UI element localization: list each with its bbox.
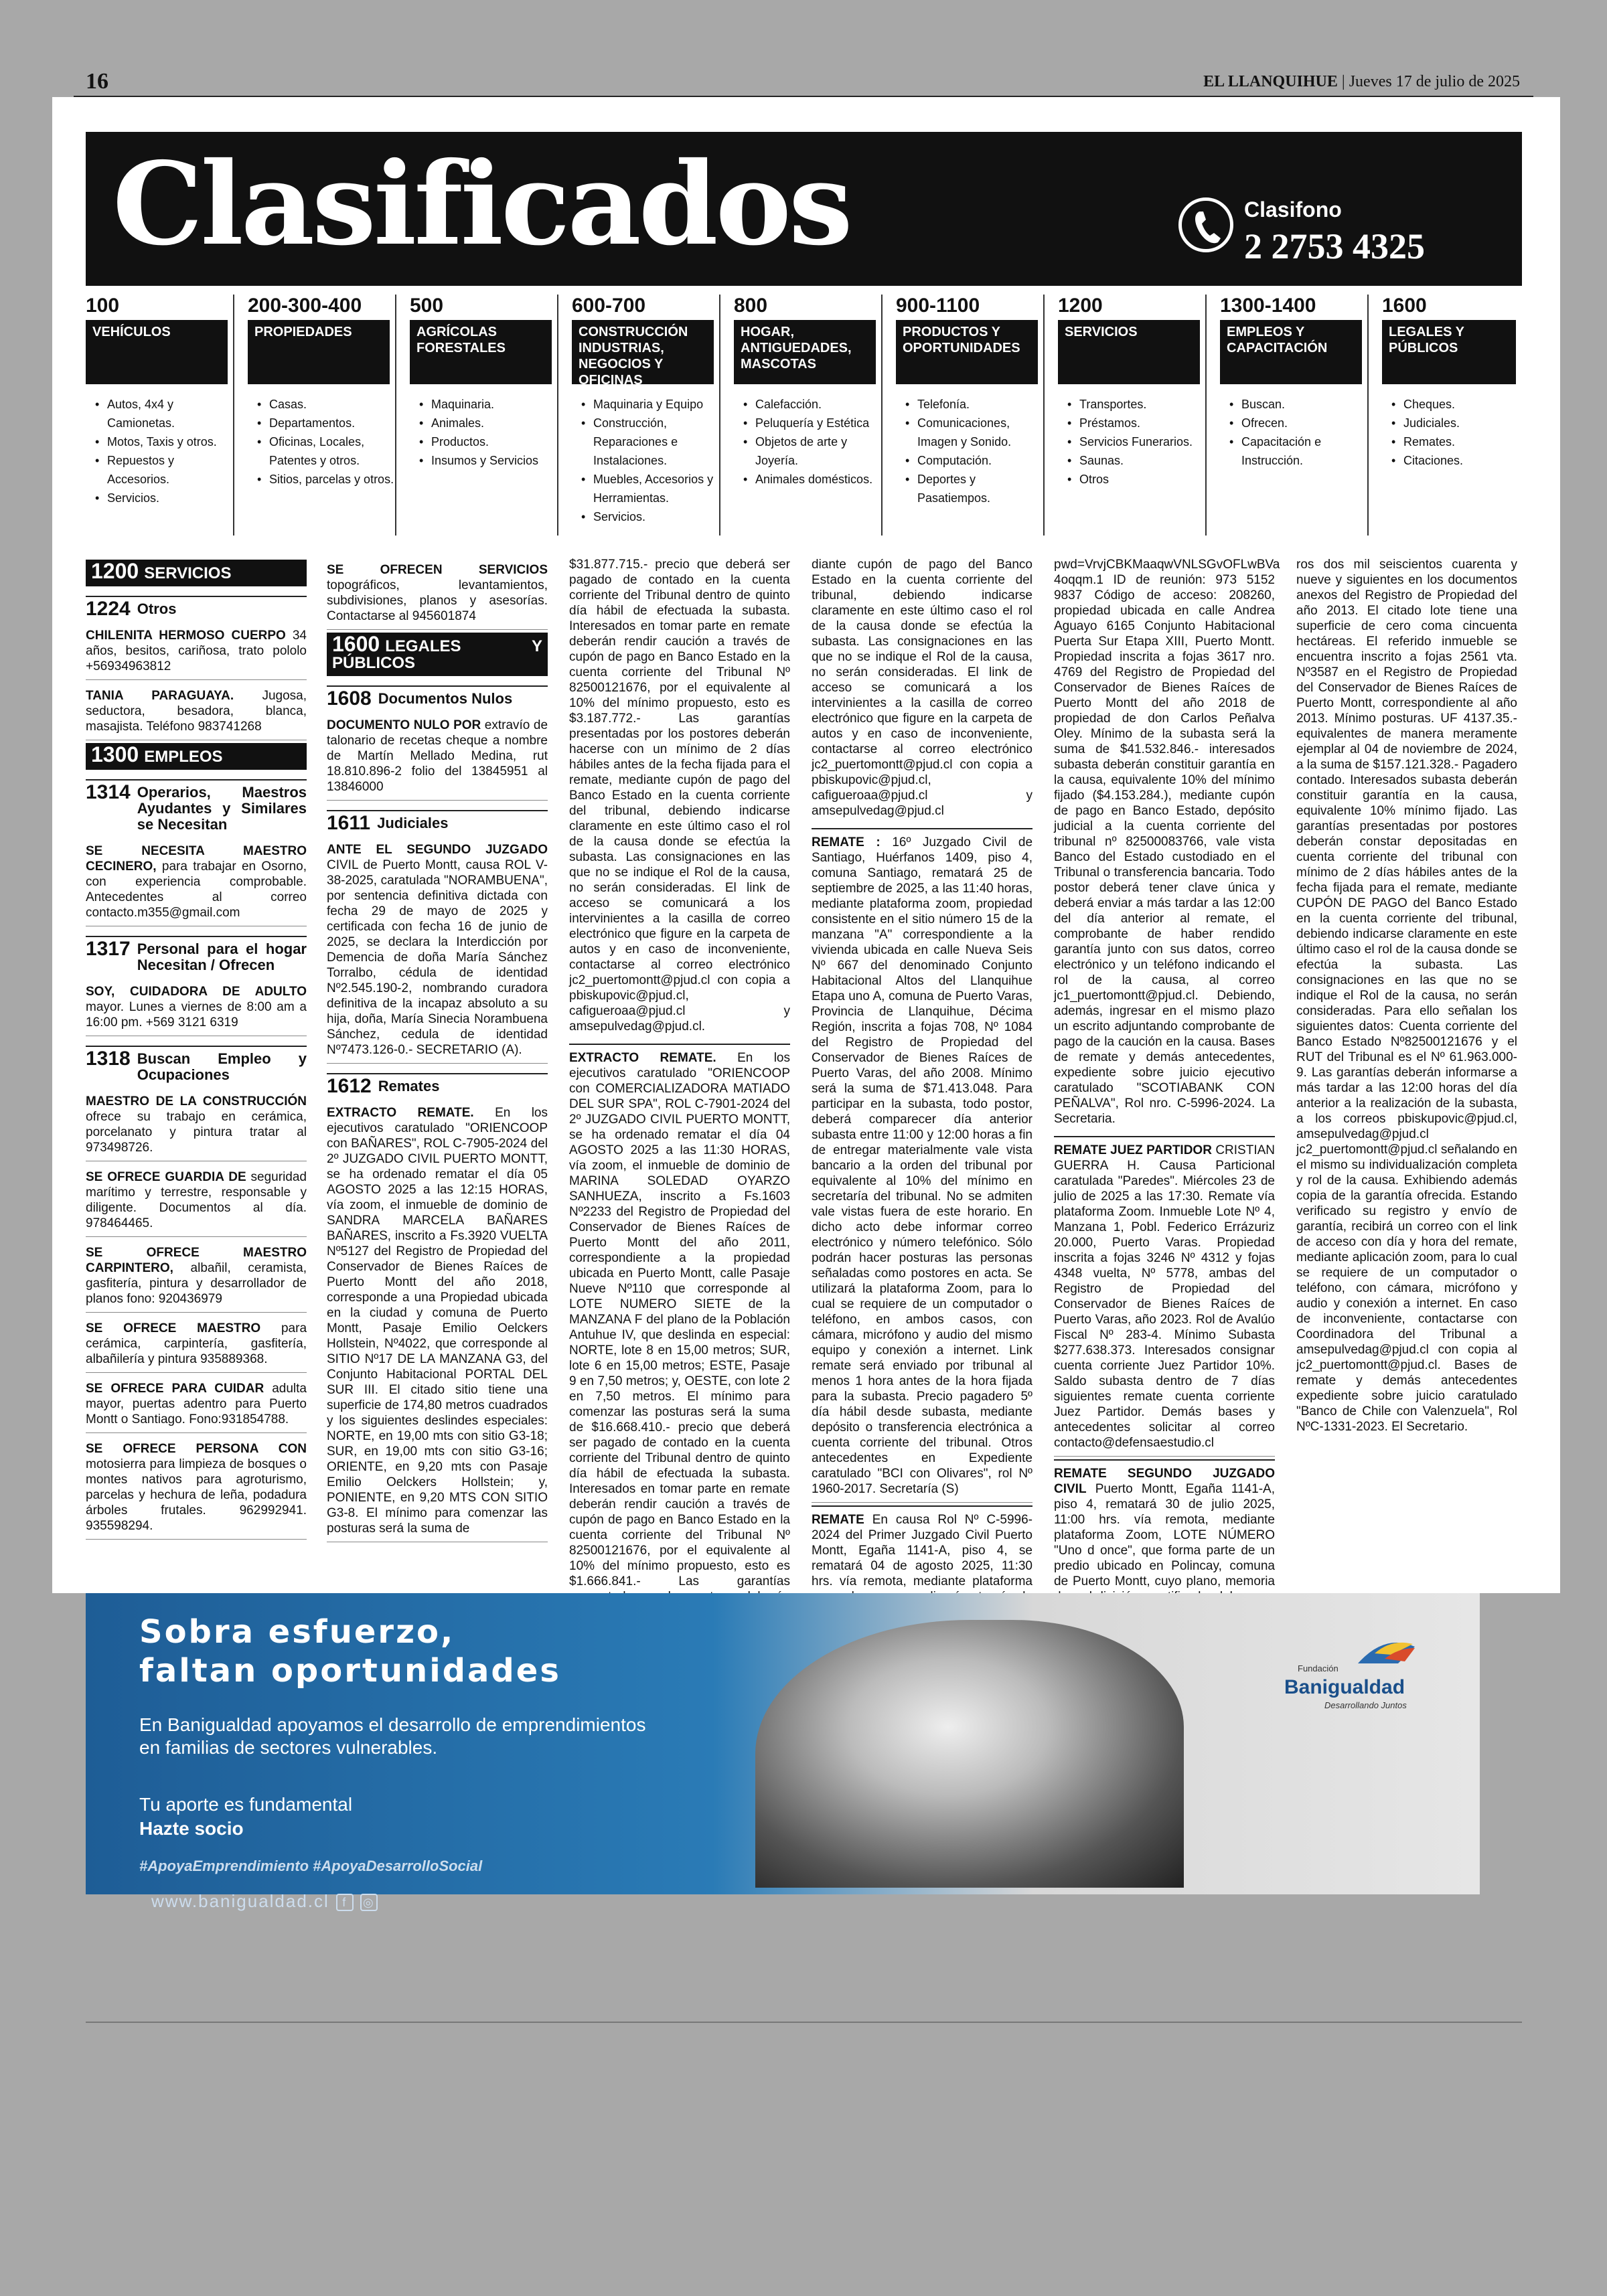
category-600-700 [572, 295, 720, 536]
ad-text: En los ejecutivos caratulado "ORIENCOOP con BAÑARES", ROL C-7905-2024 del 2º JUZGADO CIVIL PUERTO MONTT, se ha ordenado rematar el día 05 AGOSTO 2025 a las 12:15 HORAS, vía zoom, el inmueble de dominio de SANDRA MARCELA BAÑARES BAÑARES, inscrito a Fs.3920 VUELTA Nº5127 del Registro de Propiedad del Conservador de Bienes Raíces de Puerto Montt del año 2018, corresponde a una Propiedad ubicada en la ciudad y comuna de Puerto Montt, Pasaje Emilio Oelckers Hollstein, Nº4022, que corresponde al SITIO Nº17 DE LA MANZANA G3, del Conjunto Habitacional PORTAL DEL SUR III. El citado sitio tiene una superficie de 174,80 metros cuadrados y los siguientes deslindes especiales: NORTE, en 19,00 mts con sitio G3-18; SUR, en 19,00 mts con sitio G3-16; ORIENTE, en 9,20 mts con Pasaje Emilio Oelckers Hollstein; y, PONIENTE, en 9,20 MTS CON SITIO G3-8. El mínimo para comenzar las posturas será la suma de [327, 1106, 548, 1536]
category-item: • Transportes. [1070, 395, 1205, 414]
ad-text: ofrece su trabajo en cerámica, porcelanato y pintura tratar al 973498726. [86, 1110, 307, 1155]
classified-ad [86, 838, 307, 926]
subsection-label: Buscan Empleo y Ocupaciones [137, 1050, 307, 1083]
subsection-1314 [86, 779, 307, 833]
banner-headline-1: Sobra esfuerzo, [139, 1613, 455, 1651]
category-name: EMPLEOS Y CAPACITACIÓN [1220, 320, 1362, 384]
ad-text: En causa Rol Nº C-5996-2024 del Primer Juzgado Civil Puerto Montt, Egaña 1141-A, piso 4, se rematará 04 de agosto 2025, 11:30 hrs. vía remota, mediante plataforma [812, 1513, 1032, 1588]
category-item: • Préstamos. [1070, 414, 1205, 432]
ad-text: topográficos, levantamientos, subdivisiones, planos y asesorías. Contactarse al 945601874 [327, 578, 548, 623]
category-name: VEHÍCULOS [86, 320, 228, 384]
banner-headline-2: faltan oportunidades [139, 1652, 561, 1690]
ad-text: para trabajar en Osorno, con experiencia comprobable. Antecedentes al correo contacto.m355@gmail.com [86, 859, 307, 920]
ad-lead: SE OFRECE MAESTRO CARPINTERO, [86, 1246, 307, 1275]
category-item: • Saunas. [1070, 451, 1205, 470]
category-name: CONSTRUCCIÓN INDUSTRIAS, NEGOCIOS Y OFICINAS [572, 320, 714, 384]
banner-url[interactable]: www.banigualdad.cl [151, 1891, 329, 1911]
page-header [74, 64, 1533, 97]
ad-text: Jugosa, seductora, besadora, blanca, masajista. Teléfono 983741268 [86, 689, 307, 734]
category-item: • Motos, Taxis y otros. [98, 432, 233, 451]
ad-lead: SE OFRECE PERSONA CON [86, 1442, 307, 1456]
ad-text: Puerto Montt, Egaña 1141-A, piso 4, rematará 30 de julio 2025, 11:00 hrs. vía remota, mediante plataforma Zoom, LOTE NÚMERO "Uno d once", que forma parte de un predio ubicado en Polincay, comuna de Puerto Montt, cuyo plano, memoria [1054, 1482, 1275, 1588]
column-3 [569, 557, 790, 1588]
newspaper-name: EL LLANQUIHUE [1203, 73, 1338, 90]
page-number: 16 [86, 69, 108, 94]
ad-continuation: ros dos mil seiscientos cuarenta y nueve y siguientes en los documentos anexos del Registro de Propiedad del año 2013. El citado lote tiene una superficie de cero coma cincuenta hectáreas. El referido inmueble se encuentra inscrito a fojas 2561 vta. Nº3587 en el Registro de Propiedad del Conservador de Bienes Raíces de Puerto Montt, correspondiente al año 2013. Mínimo posturas. UF 4137.35.- equivalentes de manera meramente ejemplar al 04 de noviembre de 2024, a la suma de $157.121.328.- Pagadero contado. Interesados subasta deberán constituir garantía en la causa, equivalente 10% mínimo fijado. Las garantías presentadas por postores deberán constar depositadas en cuenta corriente del tribunal con mínimo de 2 días hábiles antes de la fecha fijada para el remate, mediante CUPÓN DE PAGO del Banco Estado en la cuenta corriente del tribunal, debiendo indicarse claramente en este último caso el rol de la causa donde se efectúa la subasta. Las consignaciones en las que no se indique el Rol de la causa, no serán consideradas. Para ello señalan los siguientes datos: Cuenta corriente del Banco Estado Nº82500121676 y el RUT del Tribunal es el Nº 61.963.000-9. Las garantías deberán informarse a más tardar a las 12:00 horas del día anterior a la realización de la subasta, a los correos pbiskupovic@pjud.cl, amsepulvedag@pjud.cl jc2_puertomontt@pjud.cl señalando en el mismo su individualización completa y rol de la causa. Exhibiendo además copia de la garantía ofrecida. Estando verificado su registro y envío de garantía, recibirá un correo con el link de acceso con día y hora del remate, mediante aplicación zoom, para lo cual se requiere de un computador o teléfono, con cámara, micrófono y audio y conexión a internet. En caso de inconveniente, contactarse con Coordinadora del Tribunal a amsepulvedag@pjud.cl con copia al jc2_puertomontt@pjud.cl. Bases de remate y demás antecedentes expediente sobre juicio caratulado "Banco de Chile con Valenzuela", Rol NºC-1331-2023. El Secretario. [1296, 558, 1517, 1434]
category-item: • Autos, 4x4 y Camionetas. [98, 395, 233, 432]
banner-hashtags: #ApoyaEmprendimiento #ApoyaDesarrolloSocial [139, 1858, 483, 1874]
ad-lead: ANTE EL SEGUNDO JUZGADO [327, 843, 548, 857]
ad-text: extravío de talonario de recetas cheque a nombre de Martín Mellado Medina, rut 18.810.896-2 folio del 13845951 al 13846000 [327, 718, 548, 794]
classified-ad [86, 1088, 307, 1161]
category-item: • Ofrecen. [1232, 414, 1367, 432]
subsection-label: Operarios, Maestros Ayudantes y Similares se Necesitan [137, 784, 307, 833]
ad-continuation: $31.877.715.- precio que deberá ser pagado de contado en la cuenta corriente del Tribunal dentro de quinto día hábil de efectuada la subasta. Interesados en tomar parte en remate deberán rendir caución a través de cupón de pago en Banco Estado en la cuenta corriente del Tribunal Nº 82500121676, por el equivalente al 10% del mínimo propuesto, esto es $3.187.772.- Las garantías presentadas por los postores deberán hacerse con un mínimo de 2 días hábiles antes de la fecha fijada para el remate, mediante cupón de pago del Banco Estado en la cuenta corriente del tribunal, debiendo indicarse claramente en este último caso el rol de la causa donde se efectúa la subasta. Las consignaciones en las que no se indique el Rol de la causa, no serán consideradas. El link de acceso se comunicará a los intervinientes a la casilla de correo electrónico que figure en la carpeta de autos y en caso de inconveniente, contactarse al correo electrónico jc2_puertomontt@pjud.cl con copia a pbiskupovic@pjud.cl, cafigueroaa@pjud.cl y amsepulvedag@pjud.cl. [569, 558, 790, 1034]
category-item: • Telefonía. [908, 395, 1043, 414]
ad-lead: CHILENITA HERMOSO CUERPO [86, 629, 286, 643]
ad-lead: EXTRACTO REMATE. [327, 1106, 474, 1120]
classified-ad [1054, 1136, 1275, 1457]
classified-ad [86, 1164, 307, 1237]
subsection-number: 1611 [327, 812, 371, 834]
ad-lead: DOCUMENTO NULO POR [327, 718, 481, 732]
category-item: • Maquinaria y Equipo [584, 395, 719, 414]
category-item: • Servicios Funerarios. [1070, 432, 1205, 451]
category-900-1100 [896, 295, 1045, 536]
subsection-label: Personal para el hogar Necesitan / Ofrecen [137, 940, 307, 973]
subsection-label: Remates [378, 1078, 440, 1094]
phone-icon [1178, 197, 1233, 252]
subsection-number: 1314 [86, 781, 131, 803]
section-header-1200 [86, 560, 307, 586]
category-name: HOGAR, ANTIGUEDADES, MASCOTAS [734, 320, 876, 384]
banner-photo [755, 1620, 1184, 1888]
subsection-number: 1612 [327, 1075, 372, 1097]
category-item: • Construcción, Reparaciones e Instalaciones. [584, 414, 719, 470]
footer-rule [86, 2022, 1522, 2023]
category-200-300-400 [248, 295, 396, 536]
classified-ad [86, 1315, 307, 1373]
category-item: • Deportes y Pasatiempos. [908, 470, 1043, 507]
category-item: • Casas. [260, 395, 395, 414]
category-item: • Judiciales. [1394, 414, 1522, 432]
subsection-1608 [327, 685, 548, 710]
ad-text: CRISTIAN GUERRA H. Causa Particional caratulada "Paredes". Miércoles 23 de julio de 2025 a las 17:30. Remate vía plataforma Zoom. Inmueble Lote Nº 4, Manzana 1, Pobl. Federico Errázuriz 20.000, Puerto Varas. Propiedad inscrita a fojas 3246 Nº 4312 y fojas 4348 vuelta, Nº 5778, ambas del Registro de Propiedad del Conservador de Bienes Raíces de Puerto Varas, año 2023. Rol de Avalúo Fiscal Nº 283-4. Mínimo Subasta $277.638.373. Interesados consignar cuenta corriente Juez Partidor 10%. Saldo subasta dentro de 7 días siguientes remate cuenta corriente Juez Partidor. Demás bases y antecedentes solicitar al correo contacto@defensaestudio.cl [1054, 1143, 1275, 1450]
category-1300-1400 [1220, 295, 1369, 536]
subsection-label: Otros [137, 600, 177, 617]
classified-ad [327, 712, 548, 801]
category-number: 1300-1400 [1220, 295, 1316, 317]
ad-lead: REMATE SEGUNDO JUZGADO CIVIL [1054, 1467, 1275, 1496]
advertisement-banner[interactable] [86, 1593, 1480, 1911]
ad-lead: REMATE JUEZ PARTIDOR [1054, 1143, 1212, 1157]
category-name: AGRÍCOLAS FORESTALES [410, 320, 552, 384]
category-item: • Comunicaciones, Imagen y Sonido. [908, 414, 1043, 451]
section-label: EMPLEOS [144, 748, 223, 766]
ad-text: albañil, ceramista, gasfitería, pintura y desarrollador de planos fono: 920436979 [86, 1261, 307, 1306]
category-item: • Buscan. [1232, 395, 1367, 414]
subsection-number: 1224 [86, 598, 131, 620]
column-1 [86, 557, 307, 1574]
ad-continuation: diante cupón de pago del Banco Estado en la cuenta corriente del tribunal, debiendo indicarse claramente en este último caso el rol de la causa donde se efectúa la subasta. Las consignaciones en las que no se indique el Rol de la causa, no serán consideradas. El link de acceso se comunicará a los intervinientes a la casilla de correo electrónico que figure en la carpeta de autos y en caso de inconveniente, contactarse al correo electrónico jc2_puertomontt@pjud.cl con copia a pbiskupovic@pjud.cl, cafigueroaa@pjud.cl y amsepulvedag@pjud.cl [812, 558, 1032, 818]
subsection-label: Judiciales [377, 815, 449, 831]
logo-mark-icon [1351, 1633, 1418, 1667]
subsection-1224 [86, 596, 307, 620]
category-number: 600-700 [572, 295, 646, 317]
category-item: • Muebles, Accesorios y Herramientas. [584, 470, 719, 507]
category-number: 100 [86, 295, 120, 317]
classified-ad [86, 683, 307, 740]
ad-lead: SE NECESITA MAESTRO CECINERO, [86, 844, 307, 874]
logo-name: Banigualdad [1284, 1676, 1405, 1698]
classified-ad [86, 979, 307, 1036]
logo-small-text: Fundación [1298, 1663, 1338, 1673]
ad-lead: SE OFRECE PARA CUIDAR [86, 1382, 264, 1396]
category-800 [734, 295, 883, 536]
ad-lead: MAESTRO DE LA CONSTRUCCIÓN [86, 1094, 307, 1109]
category-500 [410, 295, 558, 536]
classified-ad [86, 623, 307, 680]
category-item: • Calefacción. [746, 395, 881, 414]
column-6 [1296, 557, 1517, 1574]
classified-ad [86, 1376, 307, 1433]
ad-lead: SE OFRECE GUARDIA DE [86, 1170, 246, 1184]
logo-tagline: Desarrollando Juntos [1324, 1700, 1407, 1710]
ad-lead: SE OFRECEN SERVICIOS [327, 563, 548, 577]
ad-text: motosierra para limpieza de bosques o montes nativos para agroturismo, parcelas y hechura de leña, podadura árboles frutales. 962992941. 935598294. [86, 1457, 307, 1533]
section-label: LEGALES Y PÚBLICOS [332, 637, 542, 672]
facebook-icon[interactable]: f [336, 1894, 354, 1911]
category-item: • Objetos de arte y Joyería. [746, 432, 881, 470]
category-item: • Remates. [1394, 432, 1522, 451]
category-item: • Cheques. [1394, 395, 1522, 414]
clasifono-label: Clasifono [1244, 197, 1342, 222]
category-number: 500 [410, 295, 444, 317]
classified-ad [327, 1100, 548, 1542]
subsection-1317 [86, 936, 307, 973]
banner-cta-1: Tu aporte es fundamental [139, 1794, 353, 1815]
category-item: • Insumos y Servicios [422, 451, 557, 470]
ad-lead: SE OFRECE MAESTRO [86, 1321, 261, 1335]
page-meta: EL LLANQUIHUE | Jueves 17 de julio de 2025 [1203, 73, 1520, 90]
category-name: SERVICIOS [1058, 320, 1200, 384]
category-item: • Repuestos y Accesorios. [98, 451, 233, 489]
category-item: • Citaciones. [1394, 451, 1522, 470]
ad-lead: TANIA PARAGUAYA. [86, 689, 234, 703]
section-header-1300 [86, 743, 307, 770]
subsection-number: 1608 [327, 687, 372, 710]
category-item: • Productos. [422, 432, 557, 451]
column-5 [1054, 557, 1280, 1588]
classified-ad [86, 1240, 307, 1313]
subsection-1612 [327, 1073, 548, 1097]
ad-text: adulta mayor, puertas adentro para Puerto Montt o Santiago. Fono:931854788. [86, 1382, 307, 1426]
category-name: PRODUCTOS Y OPORTUNIDADES [896, 320, 1038, 384]
ad-lead: REMATE [812, 1513, 864, 1527]
subsection-1318 [86, 1046, 307, 1083]
ad-continuation: pwd=VrvjCBKMaaqwVNLSGvOFLwBVa 4oqqm.1 ID de reunión: 973 5152 9837 Código de acceso: 208260, propiedad ubicada en calle Andrea Aguayo 6165 Conjunto Habitacional Puerta Sur Etapa XIII, Puerto Montt. Propiedad inscrita a fojas 3617 nro. 4769 del Registro de Propiedad del Conservador de Bienes Raíces de Puerto Montt del año 2018 de propiedad de don Carlos Peñalva Oley. Mínimo de la subasta será la suma de $41.532.846.- interesados subasta deberán constituir garantía en la causa, equivalente 10% del mínimo fijado ($4.153.284.), mediante cupón de pago en Banco Estado, depósito judicial a la cuenta corriente del tribunal nº 82500083766, vale vista Banco del Estado custodiado en el Tribunal o transferencia bancaria. Todo postor deberá tener clave única y deberá enviar a más tardar a las 12:00 del día anterior al remate, el comprobante de haber rendido garantía junto con sus datos, correo electrónico y un teléfono indicando el rol de la causa, al correo jc1_puertomontt@pjud.cl. Debiendo, además, ingresar en el mismo plazo un escrito adjuntando comprobante de pago de la caución en la causa. Bases de remate y demás antecedentes, expediente sobre juicio ejecutivo caratulado "SCOTIABANK CON PEÑALVA", Rol nro. C-5996-2024. La Secretaria. [1054, 558, 1280, 1126]
ad-lead: EXTRACTO REMATE. [569, 1051, 716, 1065]
ad-text: mayor. Lunes a viernes de 8:00 am a 16:00 pm. +569 3121 6319 [86, 1000, 307, 1030]
section-number: 1200 [91, 559, 139, 583]
category-item: • Animales domésticos. [746, 470, 881, 489]
subsection-label: Documentos Nulos [378, 690, 513, 707]
ad-text: En los ejecutivos caratulado "ORIENCOOP con COMERCIALIZADORA MATIADO DEL SUR SPA", ROL C-7901-2024 del 2º JUZGADO CIVIL PUERTO MONTT, se ha ordenado rematar el día 04 AGOSTO 2025 a las 11:30 HORAS, vía zoom, el inmueble de dominio de MARINA SOLEDAD OYARZO SANHUEZA, inscrito a Fs.1603 Nº2233 del Registro de Propiedad del Conservador de Bienes Raíces de Puerto Montt del año 2011, correspondiente a la propiedad ubicada en Puerto Montt, calle Pasaje Nueve Nº110 que corresponde al LOTE NUMERO SIETE de la MANZANA F del plano de la Población Antuhue IV, que deslinda en especial: NORTE, lote 8 en 15,00 metros; SUR, lote 6 en 15,00 metros; ESTE, Pasaje 9 en 7,50 metros; y, OESTE, con lote 2 en 7,50 metros. El mínimo para comenzar las posturas será la suma de $16.668.410.- precio que deberá ser pagado de contado en la cuenta corriente del Tribunal dentro de quinto día hábil de efectuada la subasta. Interesados en tomar parte en remate deberán rendir caución a través de cupón de pago en Banco Estado en la cuenta corriente del Tribunal Nº 82500121676, por el equivalente al 10% del mínimo propuesto, esto es $1.666.841.- Las garantías [569, 1051, 790, 1588]
masthead [86, 132, 1522, 286]
category-item: • Peluquería y Estética [746, 414, 881, 432]
subsection-number: 1317 [86, 938, 131, 960]
section-number: 1600 [332, 632, 380, 656]
ad-lead: SOY, CUIDADORA DE ADULTO [86, 985, 307, 999]
issue-date: Jueves 17 de julio de 2025 [1349, 73, 1520, 90]
category-item: • Animales. [422, 414, 557, 432]
clasifono-number: 2 2753 4325 [1244, 226, 1425, 266]
subsection-1611 [327, 810, 548, 834]
category-item: • Servicios. [584, 507, 719, 526]
ad-lead: REMATE : [812, 835, 881, 849]
category-1600 [1382, 295, 1522, 536]
classified-ad [327, 837, 548, 1064]
category-item: • Oficinas, Locales, Patentes y otros. [260, 432, 395, 470]
category-name: LEGALES Y PÚBLICOS [1382, 320, 1516, 384]
category-item: • Maquinaria. [422, 395, 557, 414]
ad-text: CIVIL de Puerto Montt, causa ROL V-38-2025, caratulada "NORAMBUENA", por sentencia definitiva dictada con fecha 29 de mayo de 2025 y certificada con fecha 16 de junio de 2025, se declara la Interdicción por Demencia de doña María Sánchez Torralbo, cédula de identidad Nº2.545.190-2, nombrando curadora definitiva de la incapaz absoluto a su hija, doña, María Sinecia Norambuena Sánchez, cedula de identidad Nº7473.126-0.- SECRETARIO (A). [327, 858, 548, 1057]
classified-ad [569, 1044, 790, 1657]
category-item: • Computación. [908, 451, 1043, 470]
section-number: 1300 [91, 742, 139, 766]
subsection-number: 1318 [86, 1048, 131, 1070]
category-item: • Sitios, parcelas y otros. [260, 470, 395, 489]
column-4 [812, 557, 1033, 1588]
section-title: Clasificados [112, 137, 850, 271]
category-number: 1600 [1382, 295, 1427, 317]
category-item: • Capacitación e Instrucción. [1232, 432, 1367, 470]
category-index [86, 295, 1522, 542]
category-number: 900-1100 [896, 295, 980, 317]
section-label: SERVICIOS [144, 564, 232, 582]
banigualdad-logo [1271, 1633, 1432, 1714]
category-number: 800 [734, 295, 768, 317]
banner-url-row [151, 1891, 378, 1912]
ad-text: 34 años, besitos, cariñosa, trato pololo +56934963812 [86, 629, 307, 673]
banner-body: En Banigualdad apoyamos el desarrollo de emprendimientos en familias de sectores vulnerables. [139, 1714, 646, 1758]
section-header-1600 [327, 633, 548, 676]
instagram-icon[interactable]: ◎ [360, 1894, 378, 1911]
classified-ad [327, 557, 548, 630]
category-name: PROPIEDADES [248, 320, 390, 384]
column-2 [327, 557, 548, 1574]
category-item: • Departamentos. [260, 414, 395, 432]
category-1200 [1058, 295, 1207, 536]
ad-text: 16º Juzgado Civil de Santiago, Huérfanos 1409, piso 4, comuna Santiago, rematará 25 de septiembre de 2025, a las 11:40 horas, mediante plataforma zoom, propiedad consistente en el sitio número 15 de la manzana "A" correspondiente a la vivienda ubicada en calle Nueva Seis Nº 667 del denominado Conjunto Habitacional Altos del Llanquihue Etapa uno A, comuna de Puerto Varas, Provincia de Llanquihue, Décima Región, inscrita a fojas 708, Nº 1084 del Registro de Propiedad del Conservador de Bienes Raíces de Puerto Varas, del año 2008. Mínimo será la suma de $71.413.048. Para participar en la subasta, todo postor, deberá comparecer día anterior subasta entre 11:00 y 12:00 horas a fin de entregar materialmente vale vista bancario a la orden del tribunal por equivalente al 10% del mínimo en secretaría del tribunal. No se admiten vale vistas fuera de este horario. En dicho acto debe informar correo electrónico y número telefónico. Sólo podrán hacer posturas las personas señaladas como postores en acta. Se utilizará la plataforma Zoom, para lo cual se requiere de un computador o teléfono, en ambos casos, con cámara, micrófono y audio del mismo equipo y conexión a internet. Link remate será enviado por tribunal al menos 1 hora antes de la hora fijada para la subasta. Precio pagadero 5º día hábil desde subasta, mediante depósito o transferencia electrónica a cuenta corriente del tribunal. Otros antecedentes en Expediente caratulado "BCI con Olivares", rol Nº 1960-2017. Secretaría (S) [812, 835, 1033, 1496]
category-number: 1200 [1058, 295, 1103, 317]
category-100 [86, 295, 234, 536]
classified-ad [812, 828, 1032, 1503]
classified-ad [86, 1436, 307, 1540]
banner-cta-2: Hazte socio [139, 1818, 244, 1839]
ad-text: para cerámica, carpintería, gasfitería, albañilería y pintura 935889368. [86, 1321, 307, 1366]
ad-text: seguridad marítimo y terrestre, responsable y diligente. Documentos al día. 978464465. [86, 1170, 307, 1230]
category-number: 200-300-400 [248, 295, 362, 317]
category-item: • Servicios. [98, 489, 233, 507]
category-item: • Otros [1070, 470, 1205, 489]
